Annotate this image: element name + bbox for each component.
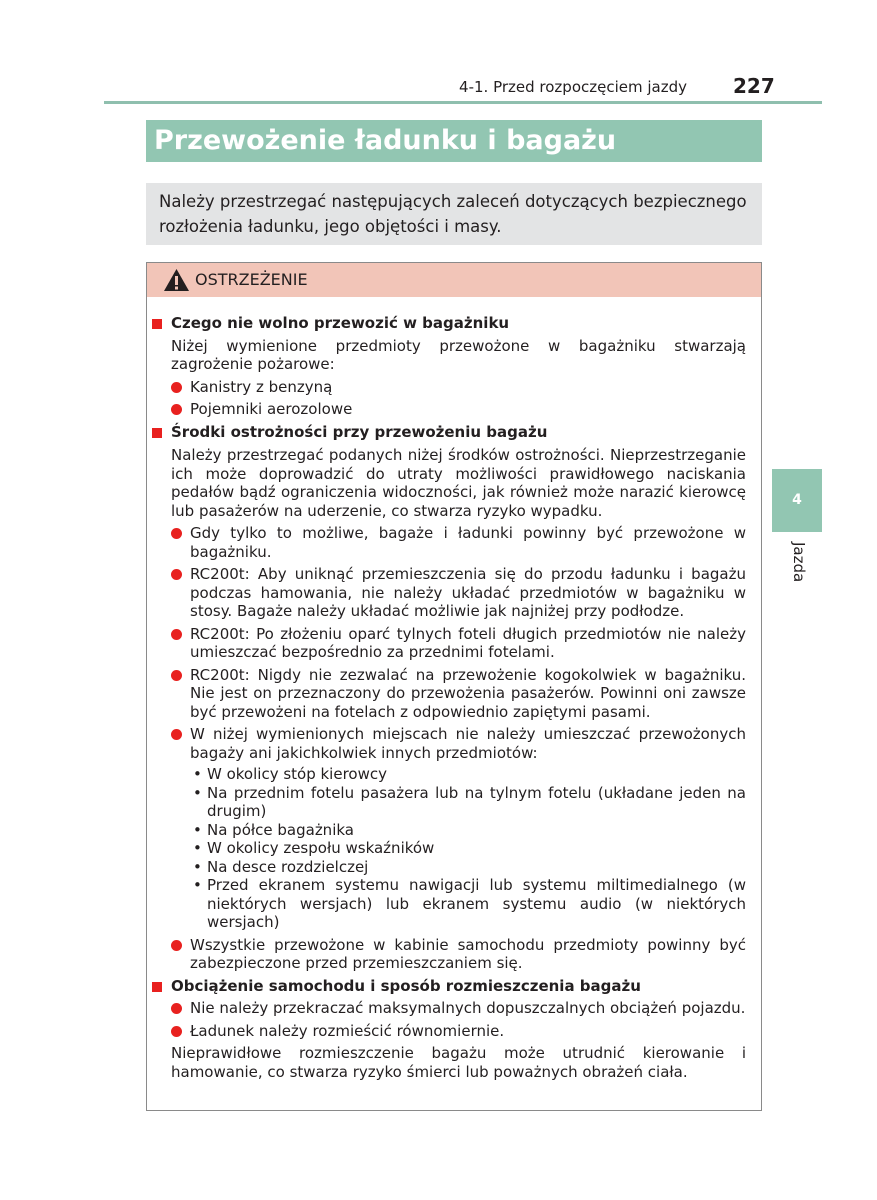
list-item-text: Ładunek należy rozmieścić równomiernie. xyxy=(190,1021,505,1040)
section-paragraph: Należy przestrzegać podanych niżej środków ostrożności. Nieprzestrzeganie ich może doprowadzić do utraty możliwości prawidłowego naciskania pedałów bądź ograniczenia widoczności, jak również może narazić kierowcę lub pasażerów na uderzenie, co stwarza ryzyko wypadku. xyxy=(171,446,746,520)
page-number: 227 xyxy=(733,74,775,98)
intro-box: Należy przestrzegać następujących zaleceń dotyczących bezpiecznego rozłożenia ładunku, jego objętości i masy. xyxy=(146,183,762,245)
warning-body xyxy=(147,312,761,1081)
red-dot-bullet-icon xyxy=(171,729,182,740)
list-item-text: RC200t: Po złożeniu oparć tylnych foteli długich przedmiotów nie należy umieszczać bezpośrednio za przednimi fotelami. xyxy=(190,624,746,661)
red-square-bullet-icon xyxy=(152,319,162,329)
list-item xyxy=(171,565,746,621)
header-section-title: 4-1. Przed rozpoczęciem jazdy xyxy=(459,78,687,96)
warning-section-3 xyxy=(147,977,761,996)
list-item xyxy=(171,999,746,1018)
sub-list-item: • Na desce rozdzielczej xyxy=(193,857,369,876)
list-item xyxy=(171,1022,746,1041)
sub-list-item-text: W okolicy stóp kierowcy xyxy=(207,765,387,783)
header-rule xyxy=(104,101,822,104)
red-dot-bullet-icon xyxy=(171,1003,182,1014)
red-dot-bullet-icon xyxy=(171,382,182,393)
red-dot-bullet-icon xyxy=(171,528,182,539)
warning-box xyxy=(146,262,762,1111)
sub-list-item-text: Na desce rozdzielczej xyxy=(207,857,369,876)
red-dot-bullet-icon xyxy=(171,940,182,951)
red-dot-bullet-icon xyxy=(171,569,182,580)
red-dot-bullet-icon xyxy=(171,629,182,640)
warning-triangle-icon xyxy=(163,268,190,292)
red-square-bullet-icon xyxy=(152,428,162,438)
sub-list-item: • W okolicy stóp kierowcy xyxy=(193,765,387,783)
warning-section-1 xyxy=(147,314,761,333)
list-item xyxy=(171,378,746,397)
red-dot-bullet-icon xyxy=(171,670,182,681)
list-item-text: Gdy tylko to możliwe, bagaże i ładunki powinny być przewożone w bagażniku. xyxy=(190,524,746,561)
section-heading: Obciążenie samochodu i sposób rozmieszczenia bagażu xyxy=(171,976,641,995)
list-item xyxy=(171,666,746,722)
list-item-text: RC200t: Aby uniknąć przemieszczenia się do przodu ładunku i bagażu podczas hamowania, nie należy układać przedmiotów w bagażniku w stosy. Bagaże należy układać możliwie jak najniżej przy podłodze. xyxy=(190,565,746,620)
list-item xyxy=(171,524,746,561)
sub-list-item: • Na półce bagażnika xyxy=(193,820,354,839)
sub-list-item: • W okolicy zespołu wskaźników xyxy=(193,839,435,857)
section-heading: Środki ostrożności przy przewożeniu bagażu xyxy=(171,422,548,441)
section-paragraph: Nieprawidłowe rozmieszczenie bagażu może utrudnić kierowanie i hamowanie, co stwarza ryzyko śmierci lub poważnych obrażeń ciała. xyxy=(171,1044,746,1081)
sub-list-item-text: Na półce bagażnika xyxy=(207,820,354,839)
list-item-text: Pojemniki aerozolowe xyxy=(190,400,353,418)
list-item-text: W niżej wymienionych miejscach nie należy umieszczać przewożonych bagaży ani jakichkolwiek innych przedmiotów: xyxy=(190,725,746,762)
warning-section-2 xyxy=(147,423,761,442)
side-tab-chapter-number: 4 xyxy=(772,469,822,532)
red-square-bullet-icon xyxy=(152,982,162,992)
section-paragraph: Niżej wymienione przedmioty przewożone w bagażniku stwarzają zagrożenie pożarowe: xyxy=(171,336,746,373)
list-item-text: Nie należy przekraczać maksymalnych dopuszczalnych obciążeń pojazdu. xyxy=(190,999,746,1017)
side-tab-label: Jazda xyxy=(790,542,808,583)
sub-list-item: • Przed ekranem systemu nawigacji lub systemu miltimedialnego (w niektórych wersjach) lub ekranem systemu audio (w niektórych wersjach) xyxy=(193,876,746,931)
sub-list-item-text: Na przednim fotelu pasażera lub na tylnym fotelu (układane jeden na drugim) xyxy=(207,783,746,820)
list-item xyxy=(171,625,746,662)
section-heading: Czego nie wolno przewozić w bagażniku xyxy=(171,314,510,332)
red-dot-bullet-icon xyxy=(171,404,182,415)
sub-list-item-text: W okolicy zespołu wskaźników xyxy=(207,839,435,857)
list-item xyxy=(171,936,746,973)
list-item-text: Kanistry z benzyną xyxy=(190,377,333,396)
red-dot-bullet-icon xyxy=(171,1026,182,1037)
page-title: Przewożenie ładunku i bagażu xyxy=(146,120,762,162)
sub-list-item-text: Przed ekranem systemu nawigacji lub systemu miltimedialnego (w niektórych wersjach) lub ekranem systemu audio (w niektórych wersjach) xyxy=(207,876,746,931)
warning-header xyxy=(147,263,761,297)
list-item xyxy=(171,400,746,419)
list-item-text: RC200t: Nigdy nie zezwalać na przewożenie kogokolwiek w bagażniku. Nie jest on przeznaczony do przewożenia pasażerów. Powinni oni zawsze być przewożeni na fotelach z odpowiednio zapiętymi pasami. xyxy=(190,665,746,721)
list-item xyxy=(171,725,746,762)
warning-title: OSTRZEŻENIE xyxy=(195,270,308,289)
list-item-text: Wszystkie przewożone w kabinie samochodu przedmioty powinny być zabezpieczone przed przemieszczaniem się. xyxy=(190,935,746,972)
sub-list-item: • Na przednim fotelu pasażera lub na tylnym fotelu (układane jeden na drugim) xyxy=(193,783,746,820)
